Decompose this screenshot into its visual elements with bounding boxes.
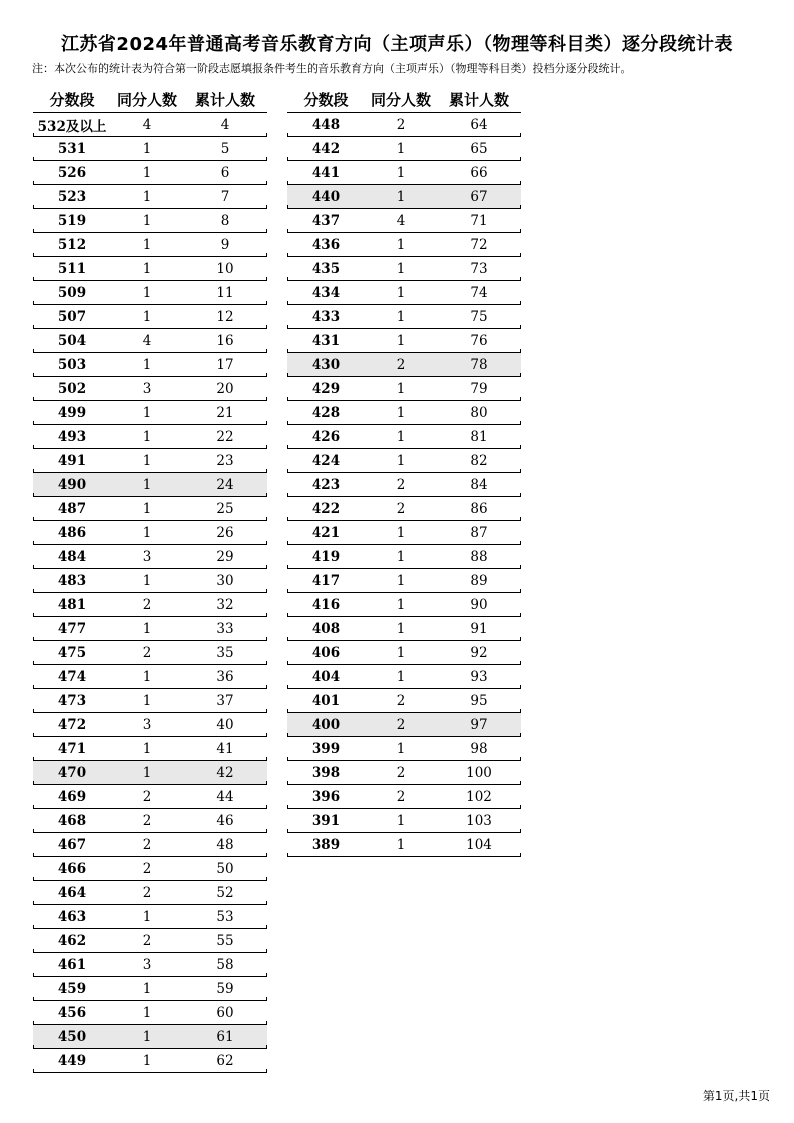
page-title: 江苏省2024年普通高考音乐教育方向（主项声乐）（物理等科目类）逐分段统计表 (60, 34, 734, 55)
score-cell: 483 (57, 572, 87, 589)
score-cell: 434 (311, 284, 341, 301)
same-count-cell: 1 (142, 140, 152, 157)
same-count-cell: 1 (142, 980, 152, 997)
cumulative-cell: 52 (216, 884, 234, 901)
cumulative-cell: 103 (466, 812, 492, 829)
same-count-cell: 1 (142, 212, 152, 229)
table-row (33, 905, 267, 929)
score-cell: 389 (311, 836, 341, 853)
score-cell: 502 (57, 380, 87, 397)
cumulative-cell: 58 (216, 956, 234, 973)
score-cell: 467 (57, 836, 87, 853)
cumulative-cell: 60 (216, 1004, 234, 1021)
table-row (33, 545, 267, 569)
cumulative-cell: 80 (470, 404, 488, 421)
table-row (287, 257, 521, 281)
score-cell: 499 (57, 404, 87, 421)
same-count-cell: 1 (142, 428, 152, 445)
score-cell: 437 (311, 212, 341, 229)
header-same-count: 同分人数 (370, 90, 431, 109)
cumulative-cell: 74 (470, 284, 488, 301)
score-cell: 416 (311, 596, 341, 613)
cumulative-cell: 25 (216, 500, 234, 517)
cumulative-cell: 62 (216, 1052, 234, 1069)
same-count-cell: 2 (396, 476, 406, 493)
same-count-cell: 1 (142, 308, 152, 325)
header-cumulative: 累计人数 (194, 90, 255, 109)
table-row (33, 401, 267, 425)
score-cell: 532及以上 (37, 118, 107, 135)
score-cell: 507 (57, 308, 87, 325)
cumulative-cell: 87 (470, 524, 488, 541)
same-count-cell: 4 (142, 332, 152, 349)
cumulative-cell: 40 (216, 716, 234, 733)
same-count-cell: 1 (396, 548, 406, 565)
same-count-cell: 1 (142, 1004, 152, 1021)
score-cell: 426 (311, 428, 341, 445)
score-cell: 504 (57, 332, 87, 349)
table-row (287, 425, 521, 449)
same-count-cell: 2 (396, 788, 406, 805)
same-count-cell: 1 (142, 764, 152, 781)
same-count-cell: 1 (396, 668, 406, 685)
cumulative-cell: 6 (220, 164, 230, 181)
same-count-cell: 1 (396, 140, 406, 157)
same-count-cell: 2 (396, 716, 406, 733)
cumulative-cell: 8 (220, 212, 230, 229)
table-row (33, 113, 267, 137)
cumulative-cell: 97 (470, 716, 488, 733)
cumulative-cell: 50 (216, 860, 234, 877)
cumulative-cell: 44 (216, 788, 234, 805)
score-cell: 435 (311, 260, 341, 277)
table-row (33, 953, 267, 977)
same-count-cell: 1 (142, 692, 152, 709)
same-count-cell: 1 (142, 404, 152, 421)
cumulative-cell: 72 (470, 236, 488, 253)
same-count-cell: 4 (396, 212, 406, 229)
table-row (287, 209, 521, 233)
table-row (33, 857, 267, 881)
table-row (287, 497, 521, 521)
score-cell: 396 (311, 788, 341, 805)
cumulative-cell: 59 (216, 980, 234, 997)
cumulative-cell: 100 (466, 764, 492, 781)
table-row (33, 305, 267, 329)
same-count-cell: 1 (142, 908, 152, 925)
score-cell: 436 (311, 236, 341, 253)
score-cell: 428 (311, 404, 341, 421)
score-cell: 490 (57, 476, 87, 493)
cumulative-cell: 35 (216, 644, 234, 661)
table-row (33, 497, 267, 521)
score-cell: 472 (57, 716, 87, 733)
same-count-cell: 2 (142, 596, 152, 613)
table-row (287, 161, 521, 185)
score-cell: 503 (57, 356, 87, 373)
same-count-cell: 1 (142, 1052, 152, 1069)
table-row (33, 137, 267, 161)
score-cell: 423 (311, 476, 341, 493)
table-row (287, 593, 521, 617)
score-cell: 477 (57, 620, 87, 637)
score-cell: 491 (57, 452, 87, 469)
table-row (287, 689, 521, 713)
cumulative-cell: 67 (470, 188, 488, 205)
table-row (287, 401, 521, 425)
table-row (33, 377, 267, 401)
table-row (287, 785, 521, 809)
cumulative-cell: 9 (220, 236, 230, 253)
score-cell: 404 (311, 668, 341, 685)
table-header (287, 86, 521, 113)
table-row (287, 737, 521, 761)
table-row (287, 545, 521, 569)
table-row (287, 353, 521, 377)
cumulative-cell: 4 (220, 116, 230, 133)
same-count-cell: 1 (396, 428, 406, 445)
score-cell: 486 (57, 524, 87, 541)
score-cell: 462 (57, 932, 87, 949)
table-row (287, 761, 521, 785)
table-row (287, 521, 521, 545)
cumulative-cell: 11 (216, 284, 234, 301)
cumulative-cell: 7 (220, 188, 230, 205)
cumulative-cell: 92 (470, 644, 488, 661)
table-row (287, 713, 521, 737)
same-count-cell: 1 (396, 572, 406, 589)
score-cell: 519 (57, 212, 87, 229)
same-count-cell: 2 (142, 884, 152, 901)
table-row (287, 833, 521, 857)
cumulative-cell: 33 (216, 620, 234, 637)
same-count-cell: 1 (396, 452, 406, 469)
same-count-cell: 1 (142, 572, 152, 589)
cumulative-cell: 55 (216, 932, 234, 949)
same-count-cell: 1 (396, 308, 406, 325)
table-row (33, 1025, 267, 1049)
score-cell: 442 (311, 140, 341, 157)
score-cell: 424 (311, 452, 341, 469)
table-row (287, 617, 521, 641)
same-count-cell: 3 (142, 716, 152, 733)
same-count-cell: 1 (396, 644, 406, 661)
table-body (287, 113, 521, 857)
same-count-cell: 1 (142, 356, 152, 373)
same-count-cell: 1 (396, 260, 406, 277)
score-cell: 417 (311, 572, 341, 589)
score-cell: 448 (311, 116, 341, 133)
table-row (33, 665, 267, 689)
score-cell: 408 (311, 620, 341, 637)
score-cell: 475 (57, 644, 87, 661)
same-count-cell: 2 (142, 860, 152, 877)
table-row (287, 473, 521, 497)
cumulative-cell: 91 (470, 620, 488, 637)
table-row (287, 809, 521, 833)
table-row (287, 137, 521, 161)
score-cell: 433 (311, 308, 341, 325)
same-count-cell: 1 (396, 596, 406, 613)
cumulative-cell: 61 (216, 1028, 234, 1045)
score-cell: 471 (57, 740, 87, 757)
cumulative-cell: 73 (470, 260, 488, 277)
score-cell: 463 (57, 908, 87, 925)
same-count-cell: 2 (142, 836, 152, 853)
cumulative-cell: 95 (470, 692, 488, 709)
score-cell: 399 (311, 740, 341, 757)
table-row (33, 161, 267, 185)
cumulative-cell: 29 (216, 548, 234, 565)
score-cell: 406 (311, 644, 341, 661)
cumulative-cell: 82 (470, 452, 488, 469)
cumulative-cell: 98 (470, 740, 488, 757)
score-cell: 469 (57, 788, 87, 805)
table-row (33, 809, 267, 833)
cumulative-cell: 23 (216, 452, 234, 469)
same-count-cell: 2 (396, 764, 406, 781)
same-count-cell: 1 (142, 1028, 152, 1045)
cumulative-cell: 71 (470, 212, 488, 229)
score-cell: 487 (57, 500, 87, 517)
cumulative-cell: 102 (466, 788, 492, 805)
table-row (33, 617, 267, 641)
table-note: 注：本次公布的统计表为符合第一阶段志愿填报条件考生的音乐教育方向（主项声乐）（物理等科目类）投档分逐分段统计。 (32, 62, 632, 75)
table-row (287, 377, 521, 401)
score-cell: 470 (57, 764, 87, 781)
score-cell: 429 (311, 380, 341, 397)
table-row (33, 569, 267, 593)
table-row (287, 569, 521, 593)
same-count-cell: 1 (396, 620, 406, 637)
table-row (33, 593, 267, 617)
score-cell: 421 (311, 524, 341, 541)
table-row (33, 761, 267, 785)
same-count-cell: 1 (396, 404, 406, 421)
cumulative-cell: 66 (470, 164, 488, 181)
same-count-cell: 1 (142, 236, 152, 253)
same-count-cell: 1 (142, 500, 152, 517)
cumulative-cell: 30 (216, 572, 234, 589)
score-cell: 473 (57, 692, 87, 709)
same-count-cell: 1 (396, 740, 406, 757)
table-row (33, 473, 267, 497)
same-count-cell: 1 (396, 524, 406, 541)
same-count-cell: 2 (396, 116, 406, 133)
table-row (33, 785, 267, 809)
table-row (287, 641, 521, 665)
table-row (33, 521, 267, 545)
table-row (33, 425, 267, 449)
table-row (33, 449, 267, 473)
score-cell: 468 (57, 812, 87, 829)
header-score: 分数段 (49, 90, 95, 109)
cumulative-cell: 16 (216, 332, 234, 349)
cumulative-cell: 104 (466, 836, 492, 853)
score-cell: 511 (57, 260, 87, 277)
cumulative-cell: 20 (216, 380, 234, 397)
score-cell: 391 (311, 812, 341, 829)
score-cell: 512 (57, 236, 87, 253)
same-count-cell: 2 (142, 932, 152, 949)
table-row (33, 881, 267, 905)
page-number: 第1页,共1页 (702, 1089, 770, 1103)
same-count-cell: 3 (142, 548, 152, 565)
same-count-cell: 1 (142, 452, 152, 469)
table-row (287, 281, 521, 305)
cumulative-cell: 17 (216, 356, 234, 373)
score-cell: 461 (57, 956, 87, 973)
score-cell: 456 (57, 1004, 87, 1021)
table-row (33, 281, 267, 305)
same-count-cell: 1 (396, 380, 406, 397)
score-cell: 450 (57, 1028, 87, 1045)
score-cell: 484 (57, 548, 87, 565)
table-row (33, 737, 267, 761)
score-cell: 419 (311, 548, 341, 565)
score-cell: 430 (311, 356, 341, 373)
cumulative-cell: 48 (216, 836, 234, 853)
score-cell: 459 (57, 980, 87, 997)
cumulative-cell: 32 (216, 596, 234, 613)
score-cell: 401 (311, 692, 341, 709)
score-cell: 440 (311, 188, 341, 205)
table-row (33, 641, 267, 665)
score-cell: 481 (57, 596, 87, 613)
cumulative-cell: 89 (470, 572, 488, 589)
score-cell: 493 (57, 428, 87, 445)
cumulative-cell: 5 (220, 140, 230, 157)
score-cell: 523 (57, 188, 87, 205)
table-row (33, 689, 267, 713)
table-row (287, 449, 521, 473)
header-cumulative: 累计人数 (448, 90, 509, 109)
same-count-cell: 3 (142, 956, 152, 973)
header-same-count: 同分人数 (116, 90, 177, 109)
score-cell: 464 (57, 884, 87, 901)
table-row (33, 1001, 267, 1025)
score-table-left (33, 86, 267, 1073)
table-row (33, 329, 267, 353)
table-row (33, 833, 267, 857)
same-count-cell: 1 (142, 524, 152, 541)
same-count-cell: 1 (142, 620, 152, 637)
cumulative-cell: 86 (470, 500, 488, 517)
table-row (33, 713, 267, 737)
same-count-cell: 4 (142, 116, 152, 133)
same-count-cell: 1 (396, 164, 406, 181)
table-row (287, 185, 521, 209)
same-count-cell: 1 (142, 188, 152, 205)
score-cell: 441 (311, 164, 341, 181)
cumulative-cell: 37 (216, 692, 234, 709)
same-count-cell: 1 (396, 812, 406, 829)
table-row (33, 977, 267, 1001)
same-count-cell: 2 (142, 788, 152, 805)
cumulative-cell: 12 (216, 308, 234, 325)
cumulative-cell: 93 (470, 668, 488, 685)
header-score: 分数段 (303, 90, 349, 109)
cumulative-cell: 75 (470, 308, 488, 325)
score-table-right (287, 86, 521, 857)
cumulative-cell: 90 (470, 596, 488, 613)
cumulative-cell: 22 (216, 428, 234, 445)
same-count-cell: 1 (396, 332, 406, 349)
same-count-cell: 1 (396, 236, 406, 253)
score-cell: 449 (57, 1052, 87, 1069)
table-row (287, 305, 521, 329)
table-row (33, 353, 267, 377)
same-count-cell: 1 (142, 260, 152, 277)
table-row (287, 329, 521, 353)
cumulative-cell: 65 (470, 140, 488, 157)
cumulative-cell: 81 (470, 428, 488, 445)
score-cell: 466 (57, 860, 87, 877)
cumulative-cell: 42 (216, 764, 234, 781)
score-cell: 531 (57, 140, 87, 157)
score-cell: 509 (57, 284, 87, 301)
cumulative-cell: 10 (216, 260, 234, 277)
cumulative-cell: 24 (216, 476, 234, 493)
cumulative-cell: 41 (216, 740, 234, 757)
score-cell: 422 (311, 500, 341, 517)
same-count-cell: 2 (396, 692, 406, 709)
same-count-cell: 2 (396, 356, 406, 373)
cumulative-cell: 46 (216, 812, 234, 829)
same-count-cell: 2 (142, 812, 152, 829)
same-count-cell: 2 (142, 644, 152, 661)
same-count-cell: 1 (142, 740, 152, 757)
same-count-cell: 1 (142, 668, 152, 685)
score-cell: 431 (311, 332, 341, 349)
score-cell: 400 (311, 716, 341, 733)
same-count-cell: 2 (396, 500, 406, 517)
table-body (33, 113, 267, 1073)
score-cell: 526 (57, 164, 87, 181)
same-count-cell: 1 (142, 476, 152, 493)
score-cell: 474 (57, 668, 87, 685)
cumulative-cell: 84 (470, 476, 488, 493)
table-row (33, 233, 267, 257)
cumulative-cell: 78 (470, 356, 488, 373)
cumulative-cell: 53 (216, 908, 234, 925)
same-count-cell: 1 (142, 164, 152, 181)
cumulative-cell: 21 (216, 404, 234, 421)
cumulative-cell: 88 (470, 548, 488, 565)
cumulative-cell: 79 (470, 380, 488, 397)
cumulative-cell: 76 (470, 332, 488, 349)
same-count-cell: 1 (396, 284, 406, 301)
table-row (287, 113, 521, 137)
table-row (33, 185, 267, 209)
table-row (287, 233, 521, 257)
table-row (33, 929, 267, 953)
table-row (287, 665, 521, 689)
table-header (33, 86, 267, 113)
table-row (33, 257, 267, 281)
same-count-cell: 1 (396, 836, 406, 853)
table-row (33, 209, 267, 233)
same-count-cell: 1 (396, 188, 406, 205)
cumulative-cell: 26 (216, 524, 234, 541)
same-count-cell: 1 (142, 284, 152, 301)
table-row (33, 1049, 267, 1073)
score-cell: 398 (311, 764, 341, 781)
cumulative-cell: 36 (216, 668, 234, 685)
same-count-cell: 3 (142, 380, 152, 397)
cumulative-cell: 64 (470, 116, 488, 133)
